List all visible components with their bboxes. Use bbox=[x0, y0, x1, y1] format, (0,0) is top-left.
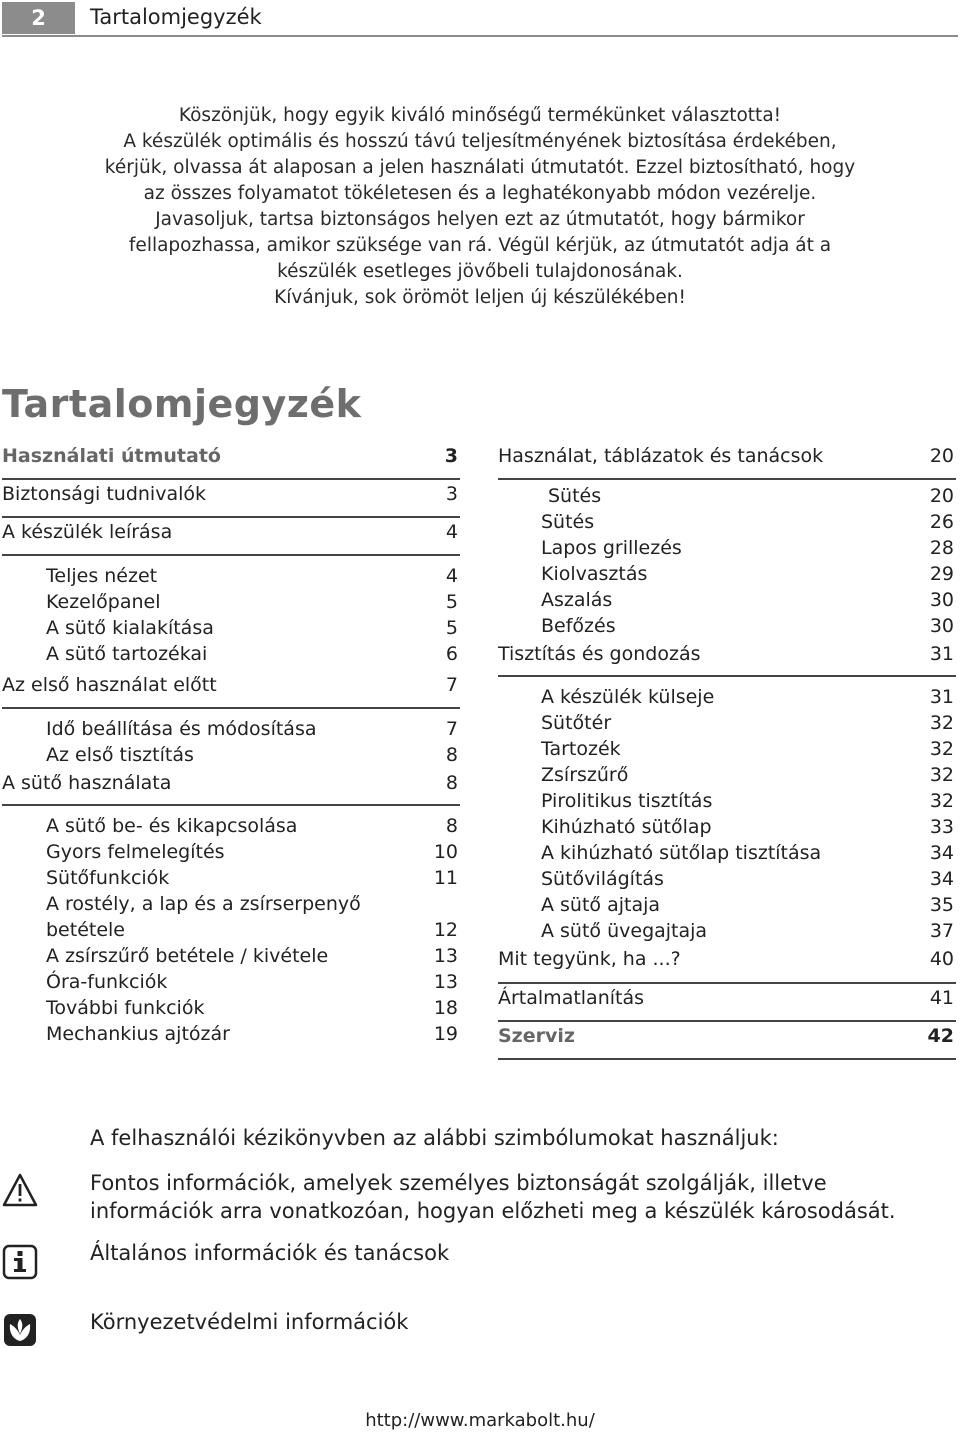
toc-entry-title: Használat, táblázatok és tanácsok bbox=[498, 445, 824, 467]
toc-entry-title: Pirolitikus tisztítás bbox=[541, 790, 713, 812]
toc-entry-title: Idő beállítása és módosítása bbox=[46, 718, 317, 740]
toc-entry-page: 10 bbox=[433, 841, 458, 863]
toc-subentry[interactable] bbox=[2, 943, 460, 969]
toc-subentry[interactable] bbox=[2, 969, 460, 995]
toc-entry[interactable] bbox=[2, 480, 460, 518]
toc-entry-page: 12 bbox=[433, 919, 458, 941]
toc-entry-title: A sütő üvegajtaja bbox=[541, 920, 708, 942]
toc-subentry[interactable] bbox=[2, 839, 460, 865]
toc-entry-page: 8 bbox=[445, 744, 458, 766]
toc-subentry[interactable] bbox=[2, 589, 460, 615]
toc-entry-title: Teljes nézet bbox=[46, 565, 158, 587]
toc-entry-title: Mit tegyünk, ha ...? bbox=[498, 948, 681, 970]
toc-entry-title: A kihúzható sütőlap tisztítása bbox=[541, 842, 822, 864]
toc-entry-page: 20 bbox=[929, 485, 954, 507]
intro-line: fellapozhassa, amikor szüksége van rá. Végül kérjük, az útmutatót adja át a bbox=[128, 235, 832, 256]
toc-entry-page: 11 bbox=[433, 867, 458, 889]
toc-subentry[interactable] bbox=[498, 483, 956, 509]
intro-paragraph bbox=[40, 103, 920, 311]
toc-subentry[interactable] bbox=[498, 736, 956, 762]
toc-entry-title: Mechankius ajtózár bbox=[46, 1023, 230, 1045]
toc-entry-title: A sütő tartozékai bbox=[46, 643, 208, 665]
toc-entry-page: 8 bbox=[445, 815, 458, 837]
toc-subentry[interactable] bbox=[2, 716, 460, 742]
toc-entry-page: 5 bbox=[445, 591, 458, 613]
toc-entry-title: Zsírszűrő bbox=[541, 764, 629, 786]
toc-entry-title: Tartozék bbox=[541, 738, 621, 760]
toc-entry-title: Sütőfunkciók bbox=[46, 867, 170, 889]
toc-subentry[interactable] bbox=[2, 865, 460, 891]
intro-line: kérjük, olvassa át alaposan a jelen használati útmutatót. Ezzel biztosítható, hogy bbox=[104, 157, 856, 178]
intro-line: A készülék optimális és hosszú távú teljesítményének biztosítása érdekében, bbox=[123, 131, 837, 152]
toc-entry-title: Használati útmutató bbox=[2, 445, 221, 467]
intro-line: Kívánjuk, sok örömöt leljen új készülékében! bbox=[274, 287, 686, 308]
toc-entry-page: 32 bbox=[929, 790, 954, 812]
toc-entry-title: Tisztítás és gondozás bbox=[498, 643, 701, 665]
toc-entry-page: 30 bbox=[929, 589, 954, 611]
toc-subentry[interactable] bbox=[2, 641, 460, 667]
toc-entry-page: 5 bbox=[445, 617, 458, 639]
toc-entry[interactable] bbox=[498, 1022, 956, 1060]
toc-subentry[interactable] bbox=[498, 762, 956, 788]
toc-subentry[interactable] bbox=[498, 509, 956, 535]
toc-subentry[interactable] bbox=[498, 613, 956, 639]
toc-entry-page: 13 bbox=[433, 971, 458, 993]
toc-entry-page: 35 bbox=[929, 894, 954, 916]
toc-entry-title: A készülék leírása bbox=[2, 521, 173, 543]
toc-subsection-group bbox=[498, 677, 956, 948]
toc-entry-page: 29 bbox=[929, 563, 954, 585]
toc-entry-page: 20 bbox=[929, 445, 954, 467]
toc-entry-page: 42 bbox=[927, 1025, 954, 1047]
toc-entry-page: 7 bbox=[445, 718, 458, 740]
toc-entry-title: Kihúzható sütőlap bbox=[541, 816, 712, 838]
toc-entry-title: Biztonsági tudnivalók bbox=[2, 483, 206, 505]
toc-subentry[interactable] bbox=[498, 561, 956, 587]
toc-subentry[interactable] bbox=[498, 710, 956, 736]
toc-entry-page: 4 bbox=[445, 565, 458, 587]
toc-entry-title: A sütő ajtaja bbox=[541, 894, 661, 916]
toc-entry-page: 32 bbox=[929, 712, 954, 734]
toc-entry-title: Kezelőpanel bbox=[46, 591, 161, 613]
toc-entry-page: 41 bbox=[929, 987, 954, 1009]
toc-entry-page: 32 bbox=[929, 764, 954, 786]
toc-entry-title: A sütő kialakítása bbox=[46, 617, 214, 639]
toc-entry[interactable] bbox=[498, 643, 956, 677]
toc-entry-title: Ártalmatlanítás bbox=[498, 987, 645, 1009]
toc-entry-page: 18 bbox=[433, 997, 458, 1019]
toc-entry-title: Lapos grillezés bbox=[541, 537, 682, 559]
warning-line: Fontos információk, amelyek személyes biztonságát szolgálják, illetve bbox=[90, 1171, 827, 1195]
toc-entry[interactable] bbox=[2, 442, 460, 480]
toc-entry-title: Aszalás bbox=[541, 589, 613, 611]
toc-subentry[interactable] bbox=[498, 684, 956, 710]
intro-line: Javasoljuk, tartsa biztonságos helyen ezt az útmutatót, hogy bármikor bbox=[155, 209, 805, 230]
toc-subsection-group bbox=[2, 556, 460, 671]
toc-entry-title: A sütő be- és kikapcsolása bbox=[46, 815, 298, 837]
warning-info-text bbox=[90, 1169, 896, 1225]
toc-subentry[interactable] bbox=[498, 840, 956, 866]
toc-entry-title: Befőzés bbox=[541, 615, 616, 637]
toc-entry[interactable] bbox=[2, 518, 460, 556]
toc-subsection-group bbox=[2, 709, 460, 772]
toc-entry-title: További funkciók bbox=[46, 997, 205, 1019]
toc-entry-title: Szerviz bbox=[498, 1025, 575, 1047]
toc-right-column bbox=[498, 442, 956, 1060]
toc-entry-page: 32 bbox=[929, 738, 954, 760]
toc-entry-page: 7 bbox=[445, 674, 458, 696]
toc-entry-title: Sütőtér bbox=[541, 712, 612, 734]
toc-entry[interactable] bbox=[498, 948, 956, 982]
toc-entry-title: A készülék külseje bbox=[541, 686, 715, 708]
toc-entry-title: betétele bbox=[46, 919, 125, 941]
toc-entry-title: Kiolvasztás bbox=[541, 563, 648, 585]
toc-entry-page: 33 bbox=[929, 816, 954, 838]
toc-entry-page: 13 bbox=[433, 945, 458, 967]
toc-entry-page: 40 bbox=[929, 948, 954, 970]
toc-subentry[interactable] bbox=[498, 814, 956, 840]
intro-line: Köszönjük, hogy egyik kiváló minőségű termékünket választotta! bbox=[178, 105, 782, 126]
toc-left-column bbox=[2, 442, 460, 1051]
footer-url[interactable]: http://www.markabolt.hu/ bbox=[365, 1410, 595, 1431]
toc-subsection-group bbox=[2, 806, 460, 1051]
toc-entry[interactable] bbox=[2, 772, 460, 806]
environment-info-text: Környezetvédelmi információk bbox=[90, 1310, 409, 1334]
toc-entry-page: 31 bbox=[929, 686, 954, 708]
warning-line: információk arra vonatkozóan, hogyan előzheti meg a készülék károsodását. bbox=[90, 1199, 896, 1223]
toc-entry-page: 30 bbox=[929, 615, 954, 637]
intro-line: készülék esetleges jövőbeli tulajdonosának. bbox=[277, 261, 683, 282]
toc-entry-page: 19 bbox=[433, 1023, 458, 1045]
toc-entry-title: Sütés bbox=[541, 511, 595, 533]
toc-subentry[interactable] bbox=[2, 917, 460, 943]
toc-heading: Tartalomjegyzék bbox=[2, 382, 362, 426]
toc-entry-page: 4 bbox=[445, 521, 458, 543]
toc-entry-page: 37 bbox=[929, 920, 954, 942]
toc-entry-title: A zsírszűrő betétele / kivétele bbox=[46, 945, 329, 967]
toc-subsection-group bbox=[498, 480, 956, 643]
toc-entry-page: 28 bbox=[929, 537, 954, 559]
toc-entry-title: Óra-funkciók bbox=[46, 971, 168, 993]
toc-entry-page: 6 bbox=[445, 643, 458, 665]
toc-entry-page: 3 bbox=[444, 445, 458, 467]
intro-line: az összes folyamatot tökéletesen és a leghatékonyabb módon vezérelje. bbox=[143, 183, 817, 204]
toc-entry-page: 31 bbox=[929, 643, 954, 665]
toc-entry-page: 8 bbox=[445, 772, 458, 794]
toc-subentry[interactable] bbox=[498, 587, 956, 613]
toc-entry-page: 3 bbox=[445, 483, 458, 505]
header-divider bbox=[2, 35, 958, 37]
toc-subentry[interactable] bbox=[498, 788, 956, 814]
toc-entry-title: A sütő használata bbox=[2, 772, 172, 794]
toc-subentry[interactable] bbox=[498, 918, 956, 944]
toc-subentry[interactable] bbox=[498, 866, 956, 892]
toc-entry[interactable] bbox=[2, 671, 460, 709]
toc-subentry[interactable] bbox=[2, 563, 460, 589]
header-title: Tartalomjegyzék bbox=[90, 5, 262, 29]
toc-subentry[interactable] bbox=[2, 813, 460, 839]
toc-subentry[interactable] bbox=[498, 892, 956, 918]
page-header bbox=[0, 0, 960, 36]
toc-entry-title: Sütővilágítás bbox=[541, 868, 664, 890]
toc-entry-page: 34 bbox=[929, 868, 954, 890]
warning-triangle-icon bbox=[2, 1172, 38, 1208]
general-info-text: Általános információk és tanácsok bbox=[90, 1241, 450, 1265]
toc-entry[interactable] bbox=[498, 442, 956, 480]
toc-entry-page: 34 bbox=[929, 842, 954, 864]
toc-subentry[interactable] bbox=[2, 742, 460, 768]
environment-leaf-icon bbox=[2, 1312, 38, 1348]
toc-entry-title: Az első használat előtt bbox=[2, 674, 217, 696]
toc-entry-title: Gyors felmelegítés bbox=[46, 841, 225, 863]
toc-subentry[interactable] bbox=[2, 615, 460, 641]
toc-subentry[interactable] bbox=[2, 891, 460, 917]
info-icon bbox=[2, 1244, 38, 1280]
toc-subentry[interactable] bbox=[2, 1021, 460, 1047]
toc-subentry[interactable] bbox=[498, 535, 956, 561]
symbols-intro: A felhasználói kézikönyvben az alábbi szimbólumokat használjuk: bbox=[90, 1126, 779, 1150]
toc-entry-title: Sütés bbox=[548, 485, 602, 507]
toc-subentry[interactable] bbox=[2, 995, 460, 1021]
toc-entry-page: 26 bbox=[929, 511, 954, 533]
page-number: 2 bbox=[2, 2, 75, 34]
toc-entry-title: Az első tisztítás bbox=[46, 744, 194, 766]
toc-entry-title: A rostély, a lap és a zsírserpenyő bbox=[46, 893, 361, 915]
toc-entry[interactable] bbox=[498, 984, 956, 1022]
